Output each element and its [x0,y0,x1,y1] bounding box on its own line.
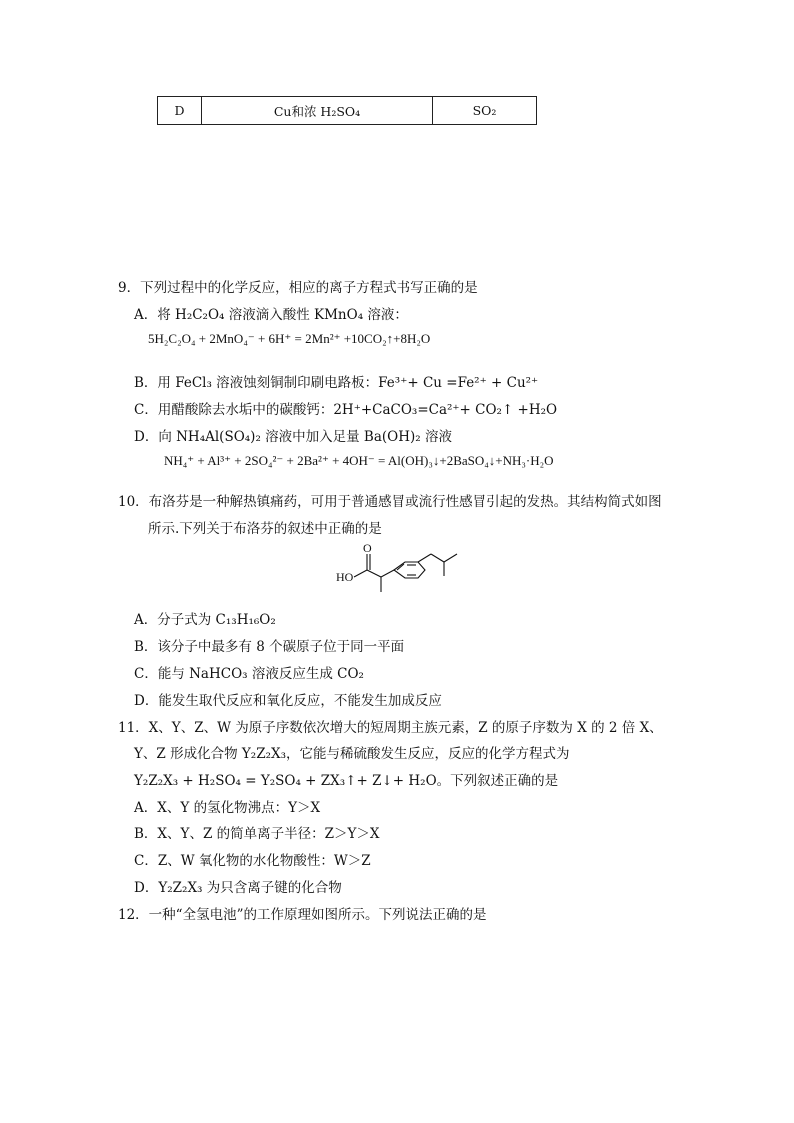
table-row [158,97,537,125]
q9-option-d-equation: NH₄⁺ + Al³⁺ + 2SO₄²⁻ + 2Ba²⁺ + 4OH⁻ = Al(OH)₃↓+2BaSO₄↓+NH₃·H₂O [164,453,554,468]
q11-stem-line3: Y₂Z₂X₃ + H₂SO₄ = Y₂SO₄ + ZX₃↑+ Z↓+ H₂O。下列叙述正确的是 [134,773,559,789]
q9-option-c: C．用醋酸除去水垢中的碳酸钙：2H⁺+CaCO₃=Ca²⁺+ CO₂↑ +H₂O [134,402,558,418]
q11-stem-line1: 11．X、Y、Z、W 为原子序数依次增大的短周期主族元素，Z 的原子序数为 X 的 2 倍 X、 [118,720,663,736]
q10-stem-line1: 10．布洛芬是一种解热镇痛药，可用于普通感冒或流行性感冒引起的发热。其结构简式如图 [118,494,662,510]
q11-option-b: B．X、Y、Z 的简单离子半径：Z＞Y＞X [134,826,380,842]
reagents-cell: Cu和浓 H₂SO₄ [202,97,433,125]
q10-option-c: C．能与 NaHCO₃ 溶液反应生成 CO₂ [134,666,364,682]
q10-option-b: B．该分子中最多有 8 个碳原子位于同一平面 [134,639,405,655]
ibuprofen-structure [334,542,474,604]
option-letter: D [158,97,202,125]
q11-option-c: C．Z、W 氧化物的水化物酸性：W＞Z [134,853,371,869]
q10-stem-line2: 所示.下列关于布洛芬的叙述中正确的是 [148,521,382,537]
q9-option-d: D．向 NH₄Al(SO₄)₂ 溶液中加入足量 Ba(OH)₂ 溶液 [134,429,452,445]
q10-option-a: A．分子式为 C₁₃H₁₆O₂ [134,612,276,628]
q9-option-a-equation: 5H₂C₂O₄ + 2MnO₄⁻ + 6H⁺ = 2Mn²⁺ +10CO₂↑+8H₂O [148,331,431,346]
q9-stem: 9．下列过程中的化学反应，相应的离子方程式书写正确的是 [118,280,478,296]
svg-text:O: O [363,542,372,555]
q9-option-a: A．将 H₂C₂O₄ 溶液滴入酸性 KMnO₄ 溶液： [134,307,408,323]
q11-option-a: A．X、Y 的氢化物沸点：Y＞X [134,800,321,816]
hydroxyl-label: HO [336,570,354,584]
q12-stem: 12．一种“全氢电池”的工作原理如图所示。下列说法正确的是 [118,907,487,923]
q9-option-b: B．用 FeCl₃ 溶液蚀刻铜制印刷电路板：Fe³⁺+ Cu =Fe²⁺ + Cu²⁺ [134,375,539,391]
gas-cell: SO₂ [433,97,537,125]
options-table [157,96,537,125]
q11-option-d: D．Y₂Z₂X₃ 为只含离子键的化合物 [134,880,342,896]
q10-option-d: D．能发生取代反应和氧化反应，不能发生加成反应 [134,693,442,709]
q11-stem-line2: Y、Z 形成化合物 Y₂Z₂X₃，它能与稀硫酸发生反应，反应的化学方程式为 [134,746,570,762]
ibuprofen-structure-drawing [334,542,474,604]
